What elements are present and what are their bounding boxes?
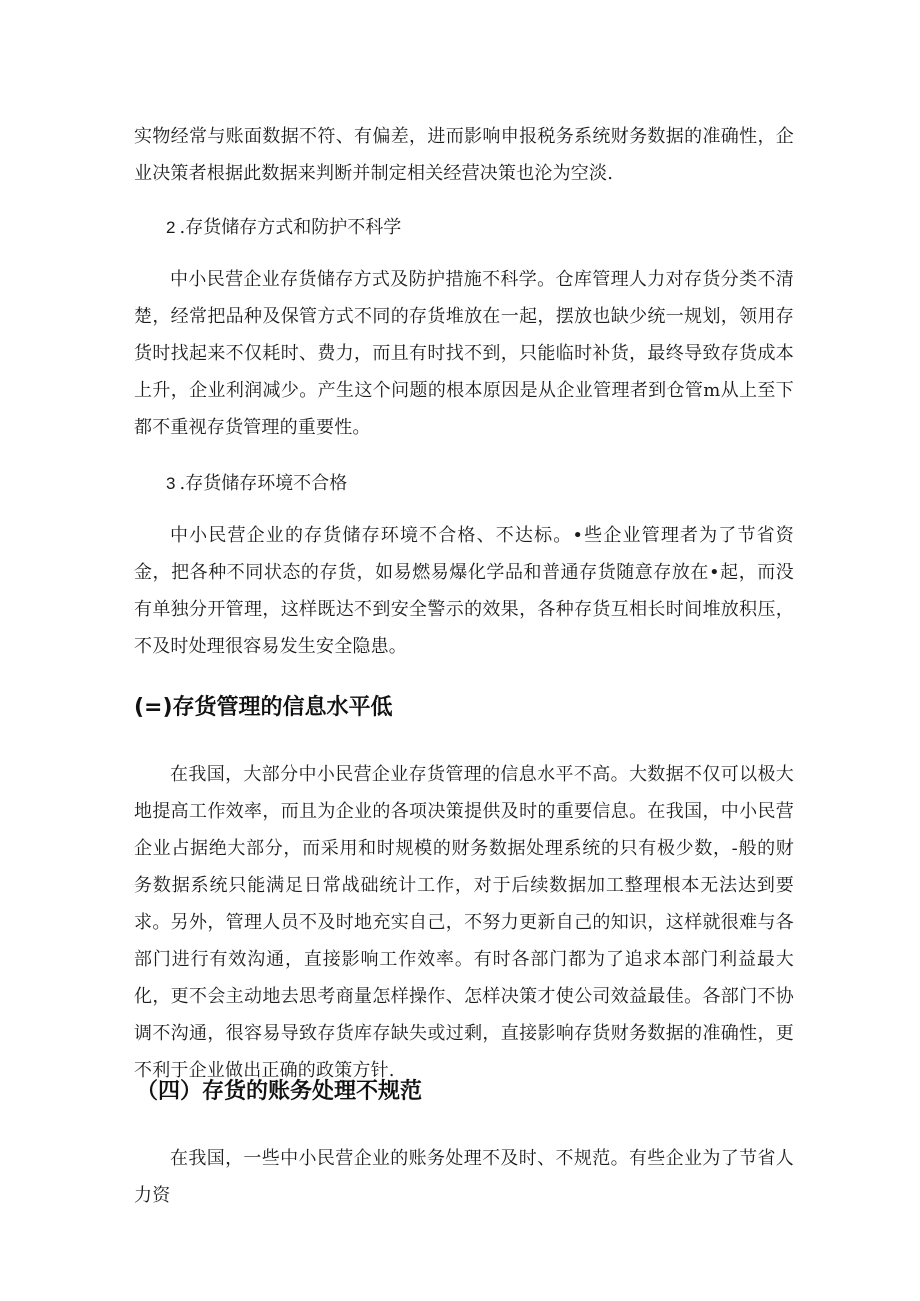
paragraph-information-level: 在我国，大部分中小民营企业存货管理的信息水平不高。大数据不仅可以极大地提高工作效率，而且为企业的各项决策提供及时的重要信息。在我国，中小民营企业占据绝大部分，而采用和时规模的财务数据处理系统的只有极少数，-般的财务数据系统只能满足日常战础统计工作，对于后续数据加工整理根本无法达到要求。另外，管理人员不及时地充实自己，不努力更新自己的知识，这样就很难与各部门进行有效沟通，直接影响工作效率。有时各部门都为了追求本部门利益最大化，更不会主动地去思考商量怎样操作、怎样决策才使公司效益最佳。各部门不协调不沟通，很容易导致存货库存缺失或过剩，直接影响存货财务数据的准确性，更不利于企业做出正确的政策方针. bbox=[134, 764, 794, 1081]
subheading-number: 3 bbox=[166, 474, 176, 493]
subheading-text: .存货储存方式和防护不科学 bbox=[179, 217, 402, 238]
subheading-storage-method bbox=[166, 214, 401, 242]
paragraph-storage-environment: 中小民营企业的存货储存环境不合格、不达标。•些企业管理者为了节省资金，把各种不同状态的存货，如易燃易爆化学品和普通存货随意存放在•起，而没有单独分开管理，这样既达不到安全警示的效果，各种存货互相长时间堆放积压，不及时处理很容易发生安全隐患。 bbox=[134, 525, 794, 657]
subheading-storage-environment bbox=[166, 470, 347, 498]
heading-accounting-irregular: （四）存货的账务处理不规范 bbox=[136, 1079, 423, 1104]
paragraph-accounting-irregular: 在我国，一些中小民营企业的账务处理不及时、不规范。有些企业为了节省人力资 bbox=[134, 1148, 794, 1206]
heading-information-level: (=)存货管理的信息水平低 bbox=[134, 695, 393, 720]
paragraph-storage-method: 中小民营企业存货储存方式及防护措施不科学。仓库管理人力对存货分类不清楚，经常把品种及保管方式不同的存货堆放在一起，摆放也缺少统一规划，领用存货时找起来不仅耗时、费力，而且有时找不到，只能临时补货，最终导致存货成本上升，企业利润减少。产生这个问题的根本原因是从企业管理者到仓管m从上至下都不重视存货管理的重要性。 bbox=[134, 269, 794, 438]
subheading-number: 2 bbox=[166, 218, 176, 237]
subheading-text: .存货储存环境不合格 bbox=[179, 473, 348, 494]
paragraph-data-mismatch: 实物经常与账面数据不符、有偏差，进而影响申报税务系统财务数据的准确性，企业决策者根据此数据来判断并制定相关经营决策也沦为空淡. bbox=[134, 126, 794, 184]
